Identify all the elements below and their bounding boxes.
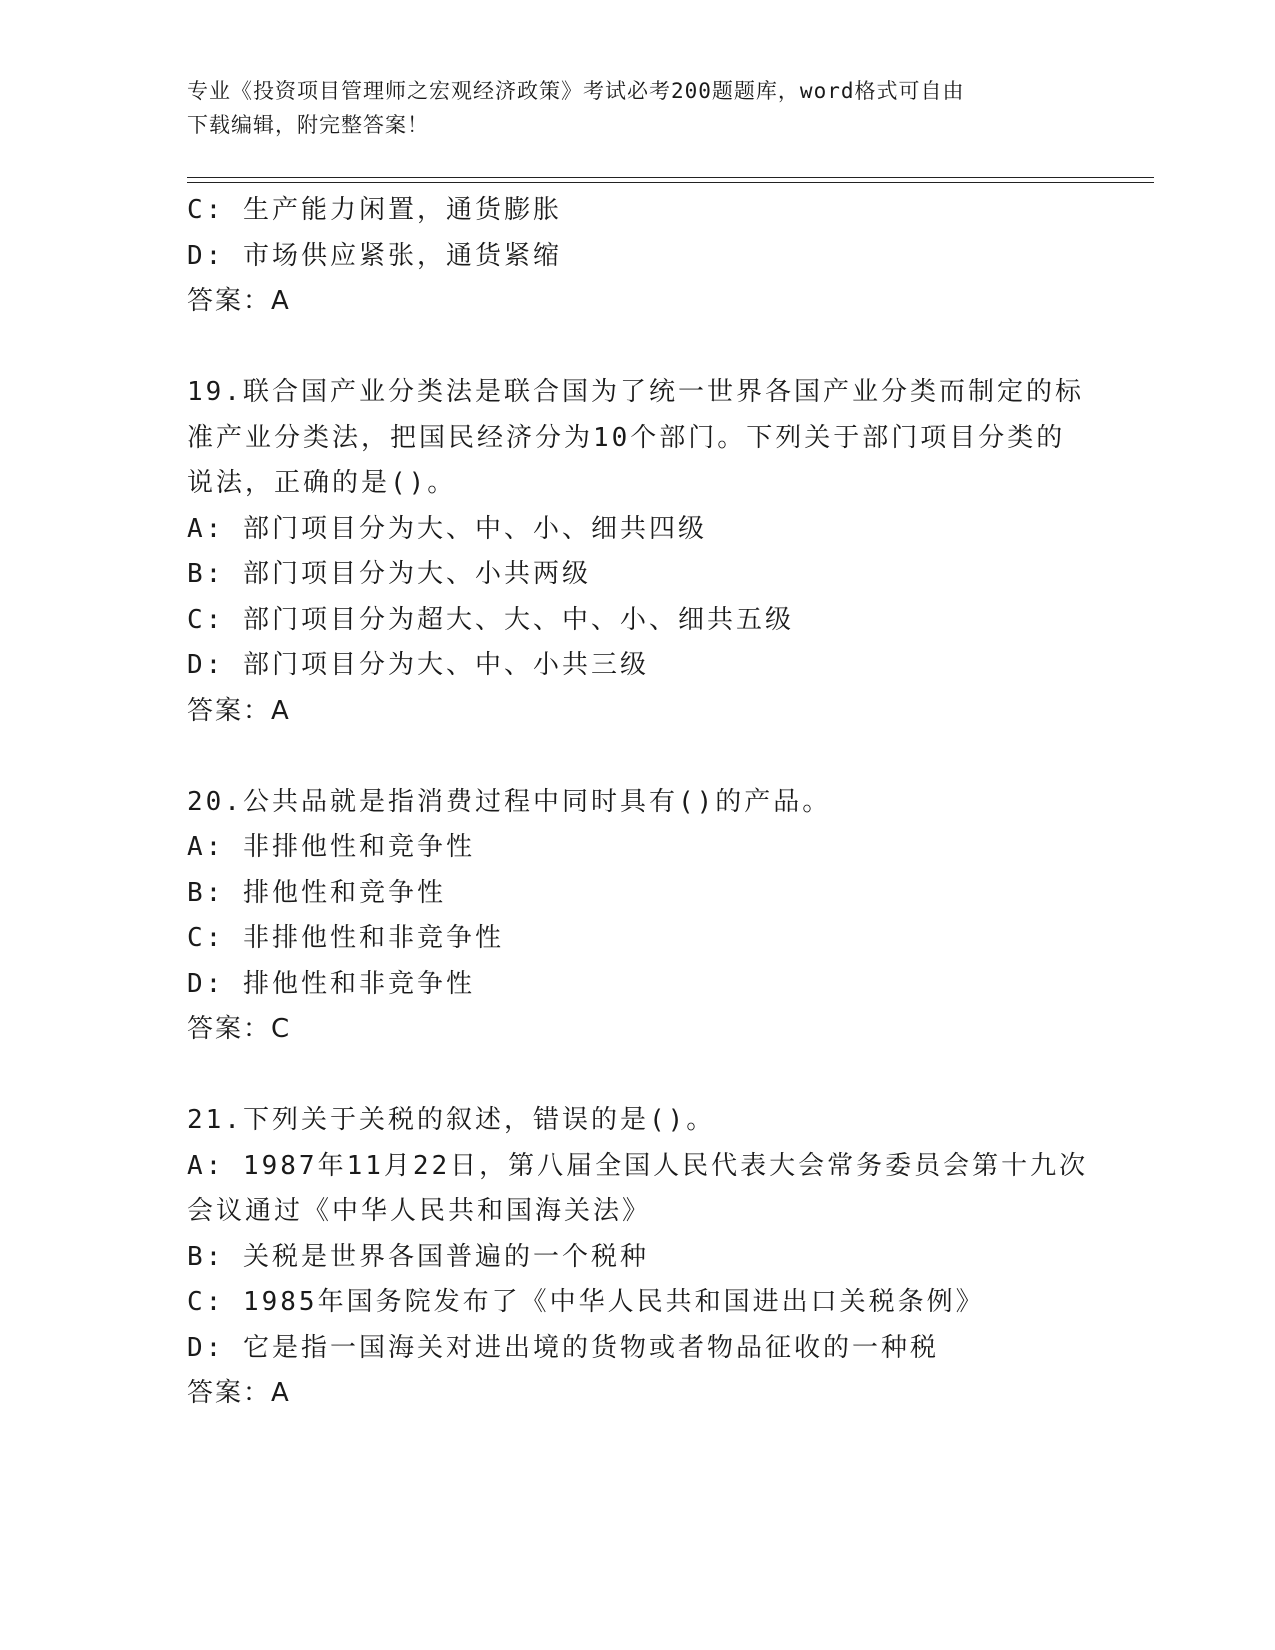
option-b: B: 关税是世界各国普遍的一个税种 <box>187 1241 649 1272</box>
question-21 <box>187 1098 1087 1417</box>
question-stem: 说法，正确的是()。 <box>187 468 457 498</box>
option-b: B: 排他性和竞争性 <box>187 877 446 908</box>
header-line-1: 专业《投资项目管理师之宏观经济政策》考试必考200题题库，word格式可自由 <box>187 79 965 103</box>
question-stem: 20.公共品就是指消费过程中同时具有()的产品。 <box>187 786 832 817</box>
option-c: C: 1985年国务院发布了《中华人民共和国进出口关税条例》 <box>187 1287 985 1317</box>
question-18-tail <box>187 188 1087 325</box>
option-d: D: 市场供应紧张，通货紧缩 <box>187 240 562 271</box>
answer-line: 答案：A <box>187 695 291 726</box>
option-d: D: 排他性和非竞争性 <box>187 968 475 999</box>
option-b: B: 部门项目分为大、小共两级 <box>187 559 591 589</box>
option-a-continued: 会议通过《中华人民共和国海关法》 <box>187 1196 652 1226</box>
option-a: A: 1987年11月22日，第八届全国人民代表大会常务委员会第十九次 <box>187 1150 1089 1181</box>
spacer <box>187 325 1087 371</box>
question-stem: 19.联合国产业分类法是联合国为了统一世界各国产业分类而制定的标 <box>187 377 1084 407</box>
document-header <box>187 74 1087 142</box>
answer-line: 答案：A <box>187 1378 291 1408</box>
option-a: A: 非排他性和竞争性 <box>187 832 475 862</box>
option-d: D: 它是指一国海关对进出境的货物或者物品征收的一种税 <box>187 1332 939 1363</box>
question-list <box>187 188 1087 1417</box>
option-a: A: 部门项目分为大、中、小、细共四级 <box>187 513 707 544</box>
spacer <box>187 1053 1087 1099</box>
answer-line: 答案：A <box>187 286 291 316</box>
option-d: D: 部门项目分为大、中、小共三级 <box>187 650 649 680</box>
option-c: C: 部门项目分为超大、大、中、小、细共五级 <box>187 604 794 635</box>
question-19 <box>187 370 1087 734</box>
option-c: C: 非排他性和非竞争性 <box>187 923 504 953</box>
option-c: C: 生产能力闲置，通货膨胀 <box>187 195 562 225</box>
question-stem: 准产业分类法，把国民经济分为10个部门。下列关于部门项目分类的 <box>187 422 1066 453</box>
spacer <box>187 734 1087 780</box>
header-divider-top <box>187 177 1154 178</box>
answer-line: 答案：C <box>187 1014 292 1044</box>
header-divider-bottom <box>187 182 1154 183</box>
header-line-2: 下载编辑，附完整答案！ <box>187 113 429 137</box>
question-stem: 21.下列关于关税的叙述，错误的是()。 <box>187 1105 716 1135</box>
question-20 <box>187 780 1087 1053</box>
